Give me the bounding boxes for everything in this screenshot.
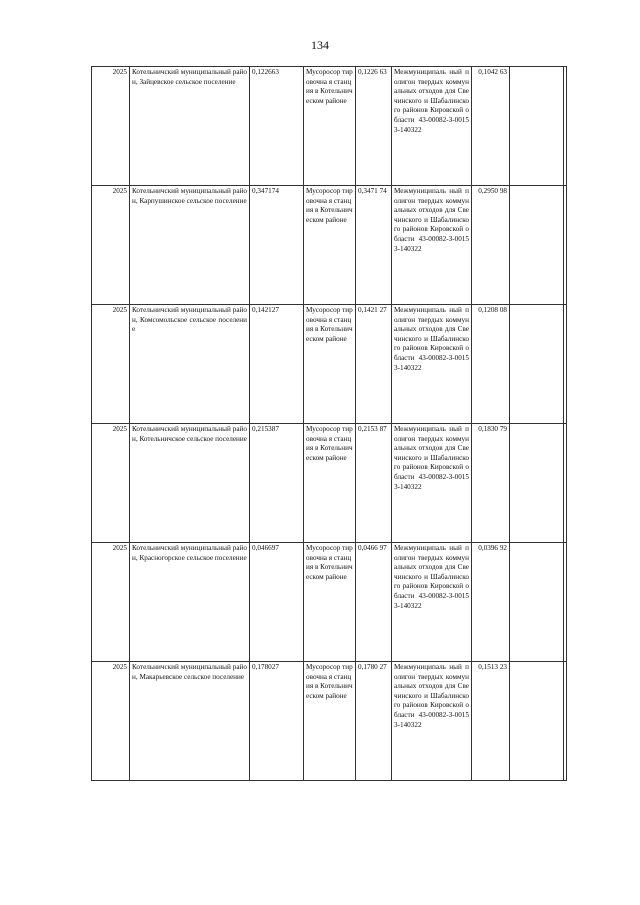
empty-cell bbox=[564, 67, 567, 186]
empty-cell bbox=[564, 186, 567, 305]
coef-cell: 0,0396 92 bbox=[472, 543, 510, 662]
empty-cell bbox=[510, 424, 564, 543]
polygon-cell: Межмуниципаль ный полигон твердых коммунальных отходов для Свечинского и Шабалинского районов Кировской области 43-00082-З-00153-140322 bbox=[392, 186, 472, 305]
empty-cell bbox=[510, 67, 564, 186]
coef-cell: 0,2950 98 bbox=[472, 186, 510, 305]
object-cell: Мусоросор тировочна я станция в Котельнич еском районе bbox=[304, 305, 356, 424]
polygon-cell: Межмуниципаль ный полигон твердых коммунальных отходов для Свечинского и Шабалинского районов Кировской области 43-00082-З-00153-140322 bbox=[392, 305, 472, 424]
empty-cell bbox=[510, 186, 564, 305]
year-cell: 2025 bbox=[92, 662, 130, 781]
value-cell: 0,0466 97 bbox=[356, 543, 392, 662]
share-cell: 0,178027 bbox=[250, 662, 304, 781]
table-row bbox=[92, 662, 567, 781]
value-cell: 0,1421 27 bbox=[356, 305, 392, 424]
polygon-cell: Межмуниципаль ный полигон твердых коммунальных отходов для Свечинского и Шабалинского районов Кировской области 43-00082-З-00153-140322 bbox=[392, 67, 472, 186]
table-row bbox=[92, 186, 567, 305]
table-row bbox=[92, 305, 567, 424]
municipality-cell: Котельничский муниципальный район, Комсомольское сельское поселение bbox=[130, 305, 250, 424]
object-cell: Мусоросор тировочна я станция в Котельнич еском районе bbox=[304, 424, 356, 543]
table-row bbox=[92, 67, 567, 186]
municipality-cell: Котельничский муниципальный район, Котельничское сельское поселение bbox=[130, 424, 250, 543]
municipality-cell: Котельничский муниципальный район, Зайцевское сельское поселение bbox=[130, 67, 250, 186]
value-cell: 0,1780 27 bbox=[356, 662, 392, 781]
share-cell: 0,215387 bbox=[250, 424, 304, 543]
empty-cell bbox=[510, 305, 564, 424]
share-cell: 0,122663 bbox=[250, 67, 304, 186]
empty-cell bbox=[564, 662, 567, 781]
year-cell: 2025 bbox=[92, 67, 130, 186]
value-cell: 0,2153 87 bbox=[356, 424, 392, 543]
object-cell: Мусоросор тировочна я станция в Котельнич еском районе bbox=[304, 67, 356, 186]
municipality-cell: Котельничский муниципальный район, Макарьевское сельское поселение bbox=[130, 662, 250, 781]
coef-cell: 0,1208 08 bbox=[472, 305, 510, 424]
municipality-cell: Котельничский муниципальный район, Карпушинское сельское поселение bbox=[130, 186, 250, 305]
polygon-cell: Межмуниципаль ный полигон твердых коммунальных отходов для Свечинского и Шабалинского районов Кировской области 43-00082-З-00153-140322 bbox=[392, 662, 472, 781]
polygon-cell: Межмуниципаль ный полигон твердых коммунальных отходов для Свечинского и Шабалинского районов Кировской области 43-00082-З-00153-140322 bbox=[392, 424, 472, 543]
empty-cell bbox=[564, 424, 567, 543]
year-cell: 2025 bbox=[92, 186, 130, 305]
waste-flow-table bbox=[91, 66, 567, 781]
value-cell: 0,1226 63 bbox=[356, 67, 392, 186]
share-cell: 0,347174 bbox=[250, 186, 304, 305]
coef-cell: 0,1513 23 bbox=[472, 662, 510, 781]
page-number: 134 bbox=[311, 38, 329, 52]
empty-cell bbox=[510, 662, 564, 781]
coef-cell: 0,1042 63 bbox=[472, 67, 510, 186]
coef-cell: 0,1830 79 bbox=[472, 424, 510, 543]
polygon-cell: Межмуниципаль ный полигон твердых коммунальных отходов для Свечинского и Шабалинского районов Кировской области 43-00082-З-00153-140322 bbox=[392, 543, 472, 662]
share-cell: 0,142127 bbox=[250, 305, 304, 424]
table-row bbox=[92, 543, 567, 662]
object-cell: Мусоросор тировочна я станция в Котельнич еском районе bbox=[304, 186, 356, 305]
empty-cell bbox=[564, 543, 567, 662]
empty-cell bbox=[510, 543, 564, 662]
value-cell: 0,3471 74 bbox=[356, 186, 392, 305]
share-cell: 0,046697 bbox=[250, 543, 304, 662]
object-cell: Мусоросор тировочна я станция в Котельнич еском районе bbox=[304, 543, 356, 662]
year-cell: 2025 bbox=[92, 424, 130, 543]
table-row bbox=[92, 424, 567, 543]
object-cell: Мусоросор тировочна я станция в Котельнич еском районе bbox=[304, 662, 356, 781]
municipality-cell: Котельничский муниципальный район, Красногорское сельское поселение bbox=[130, 543, 250, 662]
year-cell: 2025 bbox=[92, 305, 130, 424]
year-cell: 2025 bbox=[92, 543, 130, 662]
empty-cell bbox=[564, 305, 567, 424]
